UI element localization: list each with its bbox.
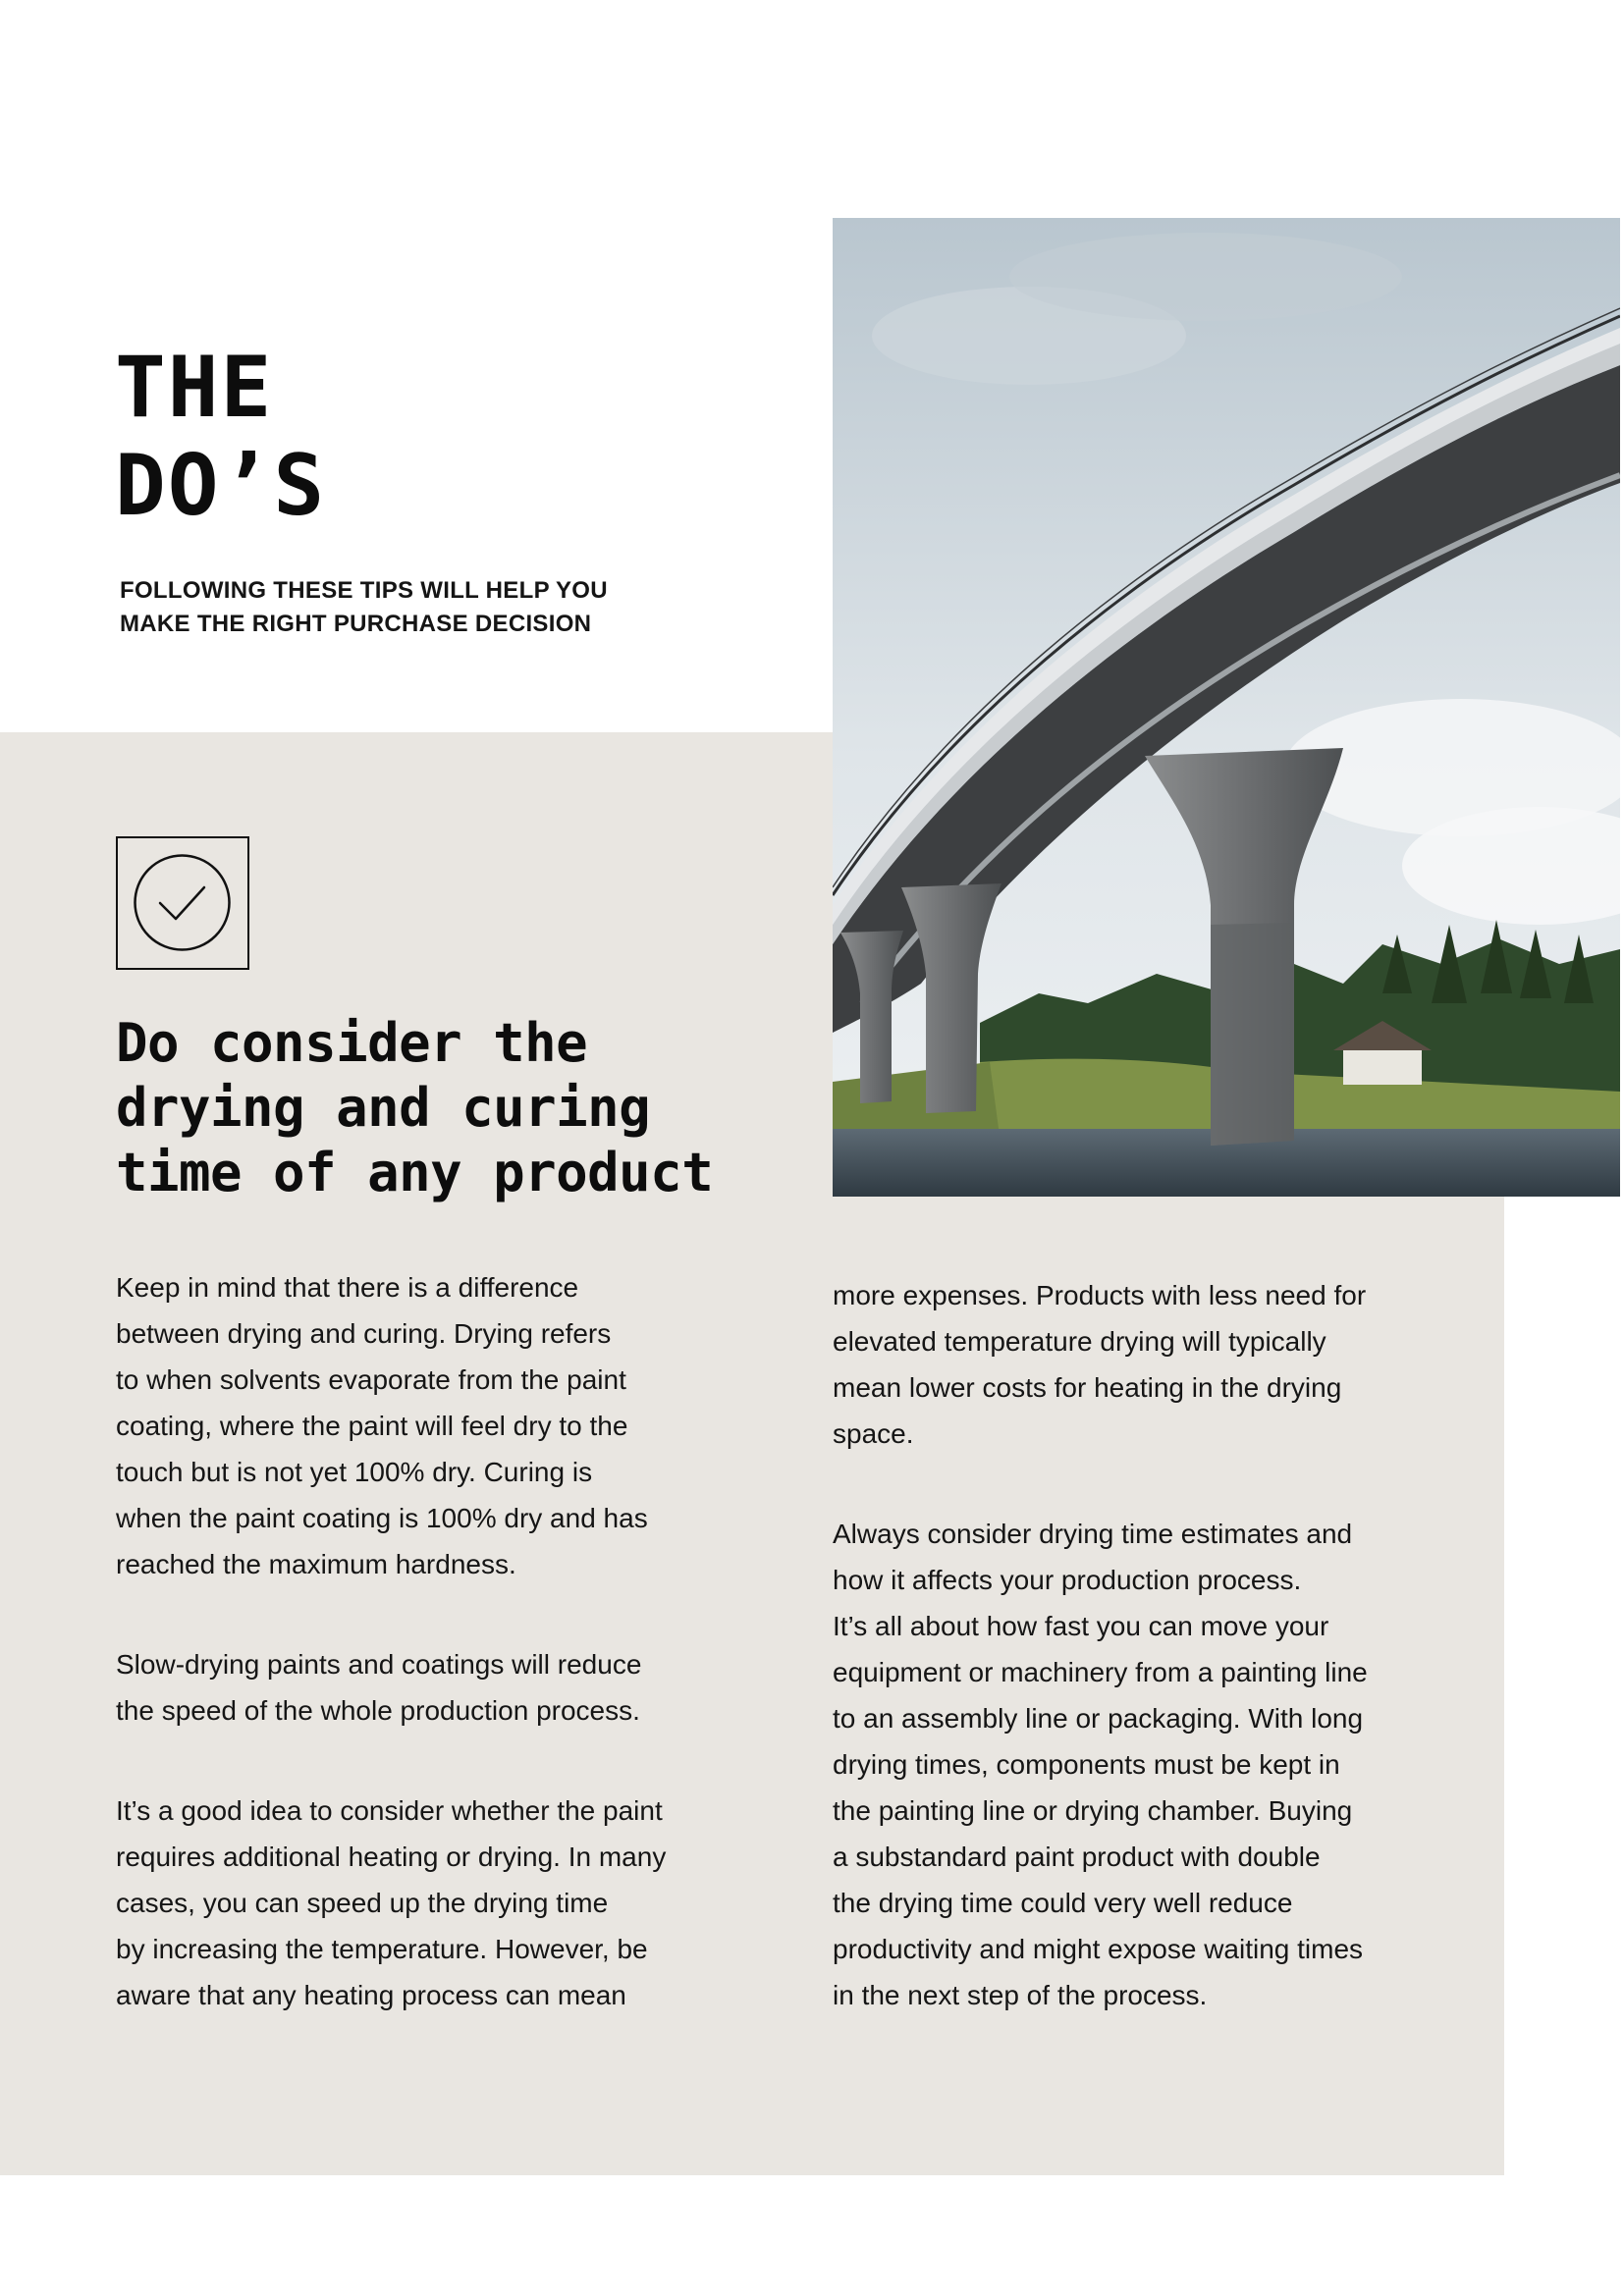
body-text-line: touch but is not yet 100% dry. Curing is xyxy=(116,1457,593,1487)
page-title xyxy=(115,339,326,535)
body-paragraph xyxy=(833,1511,1368,2018)
body-text-line: It’s all about how fast you can move your xyxy=(833,1611,1329,1641)
check-circle-icon xyxy=(118,838,246,967)
body-text-line: cases, you can speed up the drying time xyxy=(116,1888,609,1918)
body-text-line: Always consider drying time estimates and xyxy=(833,1519,1353,1549)
section-heading-line: drying and curing xyxy=(116,1077,651,1139)
check-badge xyxy=(116,836,249,970)
body-text-line: the drying time could very well reduce xyxy=(833,1888,1293,1918)
page-title-line: THE xyxy=(115,339,274,437)
bridge-illustration xyxy=(833,218,1620,1197)
body-text-line: to when solvents evaporate from the paint xyxy=(116,1364,626,1395)
body-text-line: drying times, components must be kept in xyxy=(833,1749,1340,1780)
page-subtitle-line: FOLLOWING THESE TIPS WILL HELP YOU xyxy=(120,577,608,604)
body-text-line: mean lower costs for heating in the drying xyxy=(833,1372,1342,1403)
body-text-line: aware that any heating process can mean xyxy=(116,1980,626,2010)
body-text-line: coating, where the paint will feel dry to the xyxy=(116,1411,628,1441)
body-text-line: a substandard paint product with double xyxy=(833,1842,1321,1872)
body-text-line: more expenses. Products with less need for xyxy=(833,1280,1367,1310)
bridge-photo xyxy=(833,218,1620,1197)
body-text-line: how it affects your production process. xyxy=(833,1565,1302,1595)
body-text-line: to an assembly line or packaging. With long xyxy=(833,1703,1364,1734)
page-subtitle-line: MAKE THE RIGHT PURCHASE DECISION xyxy=(120,611,592,637)
body-text-line: equipment or machinery from a painting line xyxy=(833,1657,1368,1687)
body-text-line: in the next step of the process. xyxy=(833,1980,1208,2010)
right-text-column xyxy=(833,1272,1368,2072)
left-text-column xyxy=(116,1264,666,2072)
page-subtitle xyxy=(120,574,608,641)
body-text-line: Slow-drying paints and coatings will reduce xyxy=(116,1649,642,1680)
body-text-line: Keep in mind that there is a difference xyxy=(116,1272,579,1303)
page-title-line: DO’S xyxy=(115,437,327,535)
body-text-line: space. xyxy=(833,1418,914,1449)
section-heading xyxy=(116,1011,713,1205)
section-heading-line: time of any product xyxy=(116,1142,714,1203)
body-text-line: by increasing the temperature. However, be xyxy=(116,1934,648,1964)
body-text-line: when the paint coating is 100% dry and has xyxy=(116,1503,648,1533)
body-text-line: between drying and curing. Drying refers xyxy=(116,1318,612,1349)
body-text-line: reached the maximum hardness. xyxy=(116,1549,516,1579)
body-paragraph xyxy=(833,1272,1368,1457)
section-heading-line: Do consider the xyxy=(116,1012,588,1074)
body-text-line: elevated temperature drying will typically xyxy=(833,1326,1326,1357)
body-text-line: It’s a good idea to consider whether the paint xyxy=(116,1795,663,1826)
body-paragraph xyxy=(116,1788,666,2018)
body-text-line: requires additional heating or drying. In many xyxy=(116,1842,667,1872)
body-paragraph xyxy=(116,1641,666,1734)
body-paragraph xyxy=(116,1264,666,1587)
body-text-line: the speed of the whole production process. xyxy=(116,1695,640,1726)
body-text-line: productivity and might expose waiting times xyxy=(833,1934,1364,1964)
body-text-line: the painting line or drying chamber. Buying xyxy=(833,1795,1353,1826)
